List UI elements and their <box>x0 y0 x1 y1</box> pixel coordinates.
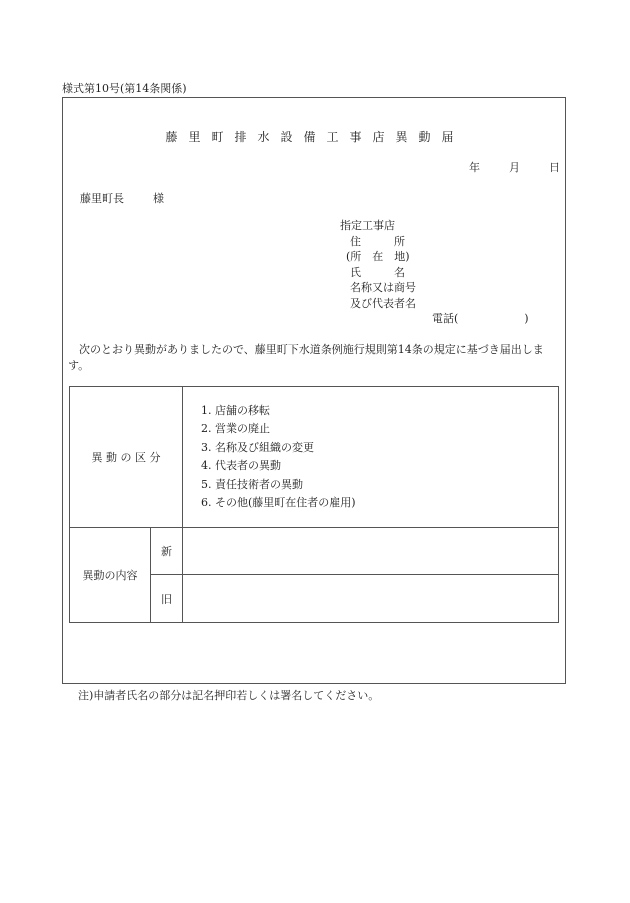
old-label: 旧 <box>151 575 183 623</box>
category-header: 異 動 の 区 分 <box>70 387 183 528</box>
addressee <box>80 190 164 206</box>
category-item: 1. 店舗の移転 <box>201 403 270 417</box>
location-label: (所 在 地) <box>346 250 410 263</box>
phone-label: 電話( ) <box>432 312 529 325</box>
category-item: 4. 代表者の異動 <box>201 459 281 472</box>
category-cell <box>183 387 559 528</box>
applicant-heading: 指定工事店 <box>340 219 395 232</box>
date-day: 日 <box>549 161 560 174</box>
new-label: 新 <box>151 528 183 575</box>
category-item: 3. 名称及び組織の変更 <box>201 440 314 454</box>
date-month: 月 <box>509 161 520 174</box>
address-label: 住 所 <box>350 234 405 248</box>
category-item: 2. 営業の廃止 <box>201 422 270 435</box>
category-list <box>183 402 558 513</box>
change-table <box>69 386 559 623</box>
category-item: 6. その他(藤里町在住者の雇用) <box>201 496 356 509</box>
date-year: 年 <box>469 161 480 174</box>
form-title: 藤里町排水設備工事店異動届 <box>165 130 465 144</box>
trade-name-label: 名称又は商号 <box>350 281 416 294</box>
representative-label: 及び代表者名 <box>350 296 416 310</box>
old-content-field[interactable] <box>183 575 559 623</box>
addressee-name: 藤里町長 <box>80 192 124 205</box>
footnote: 注)申請者氏名の部分は記名押印若しくは署名してください。 <box>78 689 380 702</box>
applicant-block <box>340 218 529 327</box>
date-line <box>469 159 560 175</box>
content-header: 異動の内容 <box>70 528 151 623</box>
name-label: 氏 名 <box>350 265 405 279</box>
body-text: 次のとおり異動がありましたので、藤里町下水道条例施行規則第14条の規定に基づき届出します。 <box>68 343 544 372</box>
addressee-honorific: 様 <box>153 192 164 205</box>
form-number: 様式第10号(第14条関係) <box>62 82 187 95</box>
category-item: 5. 責任技術者の異動 <box>201 477 303 491</box>
new-content-field[interactable] <box>183 528 559 575</box>
